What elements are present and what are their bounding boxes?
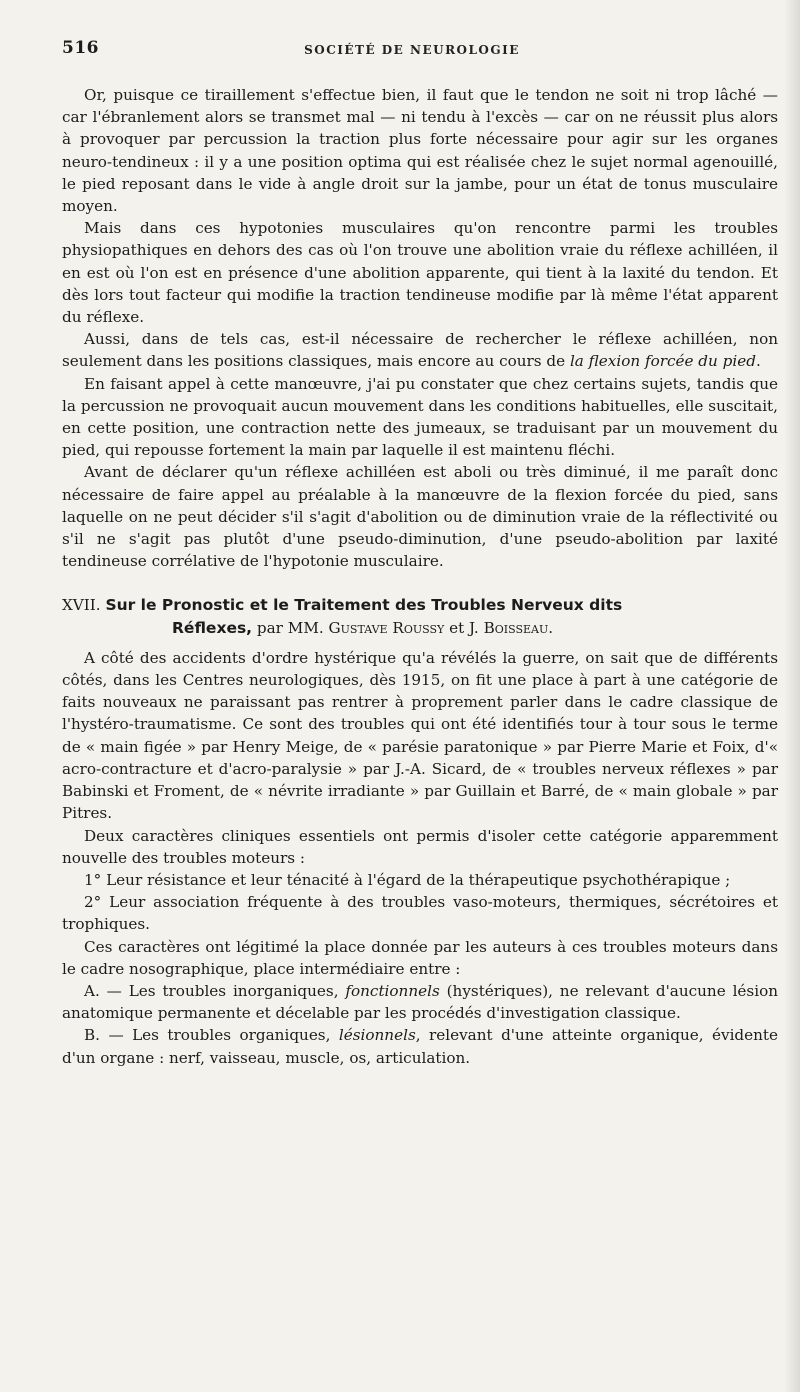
paragraph: Mais dans ces hypotonies musculaires qu'on rencontre parmi les troubles physiopathiques en dehors des cas où l'on trouve une abolition vraie du réflexe achilléen, il en est où l'on est en présence d'une abolition apparente, qui tient à la laxité du tendon. Et dès lors tout facteur qui modifie la traction tendineuse modifie par là même l'état apparent du réflexe. [62,219,778,327]
section-authors [62,617,778,639]
paragraph-text: . [755,352,761,371]
section-title [62,594,778,616]
item-text: (hystériques), ne relevant d'aucune lésion anatomique permanente et décelable par les procédés d'investigation classique. [62,981,778,1023]
page-number: 516 [62,38,99,58]
italic-term: fonctionnels [345,981,440,1000]
paragraph: En faisant appel à cette manœuvre, j'ai pu constater que chez certains sujets, tandis que la percussion ne provoquait aucun mouvement dans les conditions habituelles, elle suscitait, en cette position, une contraction nette des jumeaux, se traduisant par un mouvement du pied, qui repousse fortement la main par laquelle il est maintenu fléchi. [62,374,778,460]
paragraph: Deux caractères cliniques essentiels ont permis d'isoler cette catégorie apparemment nouvelle des troubles moteurs : [62,826,778,867]
section-gap [62,572,778,594]
paragraph: A côté des accidents d'ordre hystérique qu'a révélés la guerre, on sait que de différents côtés, dans les Centres neurologiques, dès 1915, on fit une place à part à une catégorie de faits nouveaux ne paraissant pas rentrer à proprement parler dans le cadre classique de l'hystéro-traumatisme. Ce sont des troubles qui ont été identifiés tour à tour sous le terme de « main figée » par Henry Meige, de « parésie paratonique » par Pierre Marie et Foix, d'« acro-contracture et d'acro-paralysie » par J.-A. Sicard, de « troubles nerveux réflexes » par Babinski et Froment, de « névrite irradiante » par Guillain et Barré, de « main globale » par Pitres. [62,648,778,823]
page-header [62,38,762,64]
paragraph: Ces caractères ont légitimé la place donnée par les auteurs à ces troubles moteurs dans le cadre nosographique, place intermédiaire entre : [62,937,778,978]
italic-term: lésionnels [338,1026,416,1045]
author-roussy: Gustave Roussy [328,618,445,637]
section-title-line2: Réflexes, [172,618,253,637]
section-number: XVII. [62,596,101,615]
authors-by: par MM. [256,618,324,637]
item-text: , relevant d'une atteinte organique, évidente d'un organe : nerf, vaisseau, muscle, os, articulation. [62,1026,779,1067]
item-text: A. — Les troubles inorganiques, [84,981,346,1000]
page-edge-shadow [784,0,800,1392]
item-b [62,1024,778,1068]
list-item: 1° Leur résistance et leur ténacité à l'égard de la thérapeutique psychothérapique ; [84,870,731,889]
author-boisseau: J. Boisseau. [469,618,554,637]
authors-and: et [449,618,465,637]
paragraph: Avant de déclarer qu'un réflexe achilléen est aboli ou très diminué, il me paraît donc nécessaire de faire appel au préalable à la manœuvre de la flexion forcée du pied, sans laquelle on ne peut décider s'il s'agit d'abolition ou de diminution vraie de la réflectivité ou s'il ne s'agit pas plutôt d'une pseudo-diminution, d'une pseudo-abolition par laxité tendineuse corrélative de l'hypotonie musculaire. [62,463,778,571]
list-item: 2° Leur association fréquente à des troubles vaso-moteurs, thermiques, sécrétoires et trophiques. [62,893,778,934]
running-head: SOCIÉTÉ DE NEUROLOGIE [304,43,520,57]
paragraph: Or, puisque ce tiraillement s'effectue bien, il faut que le tendon ne soit ni trop lâché — car l'ébranlement alors se transmet mal — ni tendu à l'excès — car on ne réussit plus alors à provoquer par percussion la traction plus forte nécessaire pour agir sur les organes neuro-tendineux : il y a une position optima qui est réalisée chez le sujet normal agenouillé, le pied reposant dans le vide à angle droit sur la jambe, pour un état de tonus musculaire moyen. [62,86,778,216]
paragraph-flexion [62,328,778,372]
italic-term: la flexion forcée du pied [569,352,756,371]
item-a [62,980,778,1024]
page-body [62,84,778,1069]
section-title-line1: Sur le Pronostic et le Traitement des Troubles Nerveux dits [105,596,623,615]
item-text: B. — Les troubles organiques, [84,1026,339,1045]
paragraph-text: Aussi, dans de tels cas, est-il nécessaire de rechercher le réflexe achilléen, non seulement dans les positions classiques, mais encore au cours de [62,330,778,371]
